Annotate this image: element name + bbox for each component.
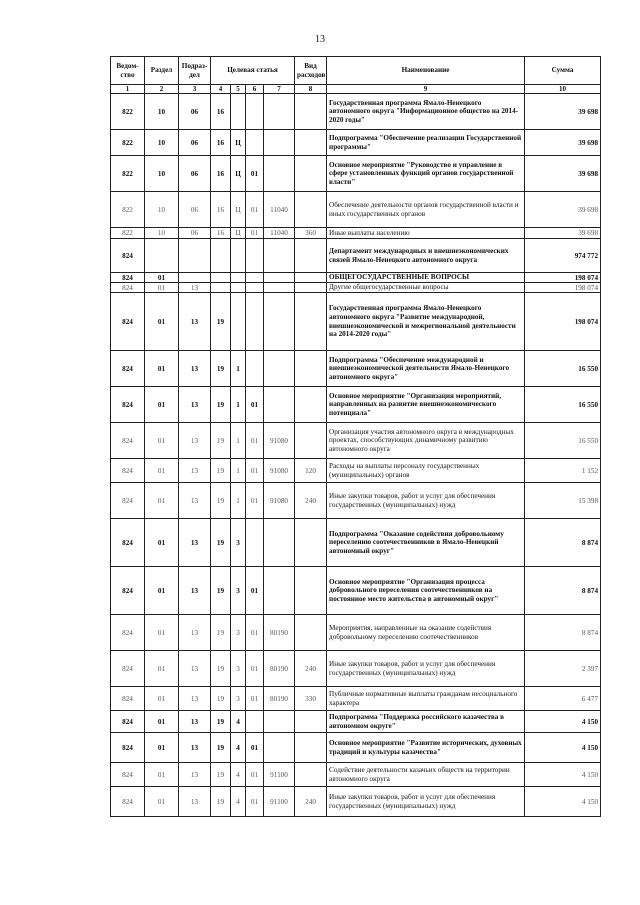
target-1-cell: 16 xyxy=(211,94,231,130)
target-1-cell: 19 xyxy=(211,387,231,423)
podrazdel-cell: 13 xyxy=(179,787,211,817)
target-1-cell: 19 xyxy=(211,351,231,387)
sum-cell: 39 698 xyxy=(525,156,601,192)
target-2-cell xyxy=(231,239,246,273)
table-row xyxy=(111,273,601,283)
ved-cell: 822 xyxy=(111,130,145,156)
target-4-cell xyxy=(264,733,295,763)
page-number: 13 xyxy=(315,34,325,45)
target-3-cell: 01 xyxy=(246,763,264,787)
target-3-cell: 01 xyxy=(246,733,264,763)
header-name: Наименование xyxy=(327,57,525,85)
vid-cell xyxy=(295,423,327,459)
vid-cell xyxy=(295,156,327,192)
target-4-cell: 80190 xyxy=(264,651,295,687)
ved-cell: 824 xyxy=(111,787,145,817)
target-4-cell: 11040 xyxy=(264,192,295,228)
name-cell: Департамент международных и внешнеэкономических связей Ямало-Ненецкого автономного округа xyxy=(327,239,525,273)
razdel-cell: 01 xyxy=(145,733,179,763)
table-row xyxy=(111,615,601,651)
target-4-cell xyxy=(264,130,295,156)
vid-cell: 240 xyxy=(295,787,327,817)
name-cell: Иные закупки товаров, работ и услуг для обеспечения государственных (муниципальных) нужд xyxy=(327,483,525,519)
target-1-cell: 19 xyxy=(211,483,231,519)
target-4-cell: 91100 xyxy=(264,763,295,787)
target-4-cell: 91080 xyxy=(264,423,295,459)
target-3-cell: 01 xyxy=(246,787,264,817)
sum-cell: 974 772 xyxy=(525,239,601,273)
sum-cell: 4 150 xyxy=(525,763,601,787)
target-4-cell: 91080 xyxy=(264,483,295,519)
ved-cell: 824 xyxy=(111,351,145,387)
razdel-cell: 01 xyxy=(145,351,179,387)
podrazdel-cell: 13 xyxy=(179,687,211,711)
vid-cell xyxy=(295,387,327,423)
target-4-cell xyxy=(264,711,295,733)
vid-cell xyxy=(295,567,327,615)
target-2-cell: 3 xyxy=(231,651,246,687)
ved-cell: 824 xyxy=(111,711,145,733)
target-2-cell: 1 xyxy=(231,351,246,387)
table-row xyxy=(111,459,601,483)
sum-cell: 4 150 xyxy=(525,733,601,763)
target-3-cell: 01 xyxy=(246,228,264,239)
ved-cell: 824 xyxy=(111,273,145,283)
header-podrazdel: Подраз-дел xyxy=(179,57,211,85)
name-cell: Подпрограмма "Обеспечение международной и внешнеэкономической деятельности Ямало-Ненецкого автономного округа" xyxy=(327,351,525,387)
target-4-cell xyxy=(264,519,295,567)
podrazdel-cell: 13 xyxy=(179,293,211,351)
ved-cell: 822 xyxy=(111,156,145,192)
ved-cell: 824 xyxy=(111,483,145,519)
podrazdel-cell: 06 xyxy=(179,94,211,130)
razdel-cell: 01 xyxy=(145,483,179,519)
col-number: 5 xyxy=(231,85,246,94)
table-row xyxy=(111,763,601,787)
target-2-cell: 1 xyxy=(231,423,246,459)
ved-cell: 822 xyxy=(111,94,145,130)
sum-cell: 4 150 xyxy=(525,787,601,817)
target-4-cell xyxy=(264,283,295,293)
podrazdel-cell: 13 xyxy=(179,483,211,519)
target-4-cell xyxy=(264,156,295,192)
target-3-cell xyxy=(246,94,264,130)
col-number: 6 xyxy=(246,85,264,94)
sum-cell: 8 874 xyxy=(525,615,601,651)
vid-cell xyxy=(295,130,327,156)
target-2-cell: 3 xyxy=(231,567,246,615)
name-cell: Подпрограмма "Обеспечение реализации Государственной программы" xyxy=(327,130,525,156)
sum-cell: 8 874 xyxy=(525,567,601,615)
target-4-cell: 80190 xyxy=(264,615,295,651)
target-3-cell: 01 xyxy=(246,423,264,459)
name-cell: Организация участия автономного округа в международных проектах, способствующих динамичному развитию автономного округа xyxy=(327,423,525,459)
vid-cell xyxy=(295,351,327,387)
target-1-cell: 16 xyxy=(211,156,231,192)
podrazdel-cell: 06 xyxy=(179,156,211,192)
podrazdel-cell: 06 xyxy=(179,130,211,156)
table-row xyxy=(111,156,601,192)
table-row xyxy=(111,94,601,130)
table-row xyxy=(111,293,601,351)
name-cell: Основное мероприятие "Руководство и управление в сфере установленных функций органов государственной власти" xyxy=(327,156,525,192)
razdel-cell: 01 xyxy=(145,293,179,351)
target-4-cell xyxy=(264,293,295,351)
vid-cell xyxy=(295,239,327,273)
target-1-cell xyxy=(211,273,231,283)
table-row xyxy=(111,239,601,273)
name-cell: Содействие деятельности казачьих обществ на территории автономного округа xyxy=(327,763,525,787)
vid-cell: 330 xyxy=(295,687,327,711)
name-cell: Основное мероприятие "Организация процесса добровольного переселения соотечественников на постоянное место жительства в автономный округ" xyxy=(327,567,525,615)
target-4-cell: 91080 xyxy=(264,459,295,483)
ved-cell: 824 xyxy=(111,459,145,483)
razdel-cell: 01 xyxy=(145,651,179,687)
vid-cell: 240 xyxy=(295,651,327,687)
table-body xyxy=(111,94,601,817)
target-1-cell: 19 xyxy=(211,763,231,787)
target-2-cell xyxy=(231,293,246,351)
razdel-cell: 01 xyxy=(145,687,179,711)
razdel-cell: 01 xyxy=(145,711,179,733)
target-2-cell: Ц xyxy=(231,228,246,239)
target-2-cell: 3 xyxy=(231,615,246,651)
vid-cell xyxy=(295,763,327,787)
sum-cell: 16 550 xyxy=(525,351,601,387)
header-sum: Сумма xyxy=(525,57,601,85)
podrazdel-cell: 13 xyxy=(179,459,211,483)
col-number: 1 xyxy=(111,85,145,94)
target-3-cell: 01 xyxy=(246,651,264,687)
table-row xyxy=(111,228,601,239)
header-target: Целевая статья xyxy=(211,57,295,85)
name-cell: Иные выплаты населению xyxy=(327,228,525,239)
name-cell: Иные закупки товаров, работ и услуг для обеспечения государственных (муниципальных) нужд xyxy=(327,787,525,817)
col-number: 4 xyxy=(211,85,231,94)
target-1-cell xyxy=(211,283,231,293)
vid-cell xyxy=(295,293,327,351)
podrazdel-cell: 13 xyxy=(179,423,211,459)
razdel-cell: 10 xyxy=(145,228,179,239)
name-cell: Государственная программа Ямало-Ненецкого автономного округа "Развитие международной, внешнеэкономической и межрегиональной деятельности на 2014-2020 годы" xyxy=(327,293,525,351)
name-cell: ОБЩЕГОСУДАРСТВЕННЫЕ ВОПРОСЫ xyxy=(327,273,525,283)
sum-cell: 39 698 xyxy=(525,192,601,228)
podrazdel-cell: 13 xyxy=(179,283,211,293)
target-2-cell: 3 xyxy=(231,687,246,711)
target-3-cell xyxy=(246,239,264,273)
razdel-cell: 01 xyxy=(145,423,179,459)
col-number: 8 xyxy=(295,85,327,94)
target-1-cell: 19 xyxy=(211,567,231,615)
target-4-cell: 91100 xyxy=(264,787,295,817)
target-1-cell: 19 xyxy=(211,651,231,687)
name-cell: Обеспечение деятельности органов государственной власти и иных государственных органов xyxy=(327,192,525,228)
table-row xyxy=(111,651,601,687)
target-4-cell xyxy=(264,567,295,615)
target-1-cell: 19 xyxy=(211,519,231,567)
target-2-cell: 4 xyxy=(231,711,246,733)
target-3-cell xyxy=(246,711,264,733)
podrazdel-cell: 06 xyxy=(179,228,211,239)
razdel-cell: 01 xyxy=(145,567,179,615)
sum-cell: 4 150 xyxy=(525,711,601,733)
ved-cell: 822 xyxy=(111,228,145,239)
table-row xyxy=(111,711,601,733)
target-3-cell xyxy=(246,519,264,567)
target-2-cell: 4 xyxy=(231,733,246,763)
table-row xyxy=(111,687,601,711)
target-4-cell: 80190 xyxy=(264,687,295,711)
podrazdel-cell: 13 xyxy=(179,567,211,615)
razdel-cell: 01 xyxy=(145,615,179,651)
target-3-cell: 01 xyxy=(246,387,264,423)
podrazdel-cell: 06 xyxy=(179,192,211,228)
target-2-cell xyxy=(231,273,246,283)
table-row xyxy=(111,787,601,817)
target-1-cell: 19 xyxy=(211,293,231,351)
target-1-cell: 19 xyxy=(211,711,231,733)
ved-cell: 824 xyxy=(111,733,145,763)
target-3-cell: 01 xyxy=(246,615,264,651)
razdel-cell: 01 xyxy=(145,763,179,787)
target-1-cell xyxy=(211,239,231,273)
name-cell: Иные закупки товаров, работ и услуг для обеспечения государственных (муниципальных) нужд xyxy=(327,651,525,687)
sum-cell: 198 074 xyxy=(525,293,601,351)
razdel-cell: 01 xyxy=(145,387,179,423)
ved-cell: 824 xyxy=(111,423,145,459)
column-number-row xyxy=(111,85,601,94)
name-cell: Государственная программа Ямало-Ненецкого автономного округа "Информационное общество на 2014-2020 годы" xyxy=(327,94,525,130)
col-number: 2 xyxy=(145,85,179,94)
col-number: 9 xyxy=(327,85,525,94)
sum-cell: 2 397 xyxy=(525,651,601,687)
name-cell: Расходы на выплаты персоналу государственных (муниципальных) органов xyxy=(327,459,525,483)
target-4-cell xyxy=(264,387,295,423)
name-cell: Подпрограмма "Оказание содействия добровольному переселению соотечественников в Ямало-Ненецкий автономный округ" xyxy=(327,519,525,567)
name-cell: Другие общегосударственные вопросы xyxy=(327,283,525,293)
vid-cell: 360 xyxy=(295,228,327,239)
target-1-cell: 16 xyxy=(211,228,231,239)
vid-cell xyxy=(295,615,327,651)
target-2-cell: Ц xyxy=(231,192,246,228)
target-2-cell xyxy=(231,283,246,293)
podrazdel-cell: 13 xyxy=(179,763,211,787)
target-3-cell: 01 xyxy=(246,483,264,519)
budget-table xyxy=(110,56,601,817)
podrazdel-cell: 13 xyxy=(179,615,211,651)
target-1-cell: 16 xyxy=(211,130,231,156)
table-row xyxy=(111,283,601,293)
name-cell: Основное мероприятие "Развитие исторических, духовных традиций и культуры казачества" xyxy=(327,733,525,763)
table-row xyxy=(111,733,601,763)
razdel-cell: 01 xyxy=(145,459,179,483)
table-row xyxy=(111,423,601,459)
target-3-cell xyxy=(246,283,264,293)
target-3-cell xyxy=(246,351,264,387)
podrazdel-cell: 13 xyxy=(179,519,211,567)
sum-cell: 1 152 xyxy=(525,459,601,483)
target-1-cell: 19 xyxy=(211,733,231,763)
ved-cell: 824 xyxy=(111,615,145,651)
table-row xyxy=(111,387,601,423)
target-1-cell: 19 xyxy=(211,687,231,711)
col-number: 10 xyxy=(525,85,601,94)
razdel-cell: 01 xyxy=(145,283,179,293)
target-1-cell: 19 xyxy=(211,459,231,483)
target-3-cell xyxy=(246,293,264,351)
vid-cell xyxy=(295,273,327,283)
ved-cell: 824 xyxy=(111,651,145,687)
vid-cell xyxy=(295,94,327,130)
target-3-cell xyxy=(246,130,264,156)
ved-cell: 824 xyxy=(111,387,145,423)
sum-cell: 39 698 xyxy=(525,130,601,156)
sum-cell: 198 074 xyxy=(525,273,601,283)
vid-cell: 240 xyxy=(295,483,327,519)
podrazdel-cell: 13 xyxy=(179,733,211,763)
target-4-cell xyxy=(264,94,295,130)
vid-cell xyxy=(295,283,327,293)
target-3-cell: 01 xyxy=(246,192,264,228)
target-2-cell: 1 xyxy=(231,459,246,483)
col-number: 3 xyxy=(179,85,211,94)
target-2-cell: 4 xyxy=(231,763,246,787)
name-cell: Публичные нормативные выплаты гражданам несоциального характера xyxy=(327,687,525,711)
razdel-cell xyxy=(145,239,179,273)
vid-cell xyxy=(295,733,327,763)
target-2-cell xyxy=(231,94,246,130)
ved-cell: 824 xyxy=(111,763,145,787)
target-2-cell: 4 xyxy=(231,787,246,817)
target-2-cell: Ц xyxy=(231,156,246,192)
razdel-cell: 10 xyxy=(145,156,179,192)
table-row xyxy=(111,130,601,156)
name-cell: Основное мероприятие "Организация мероприятий, направленных на развитие внешнеэкономического потенциала" xyxy=(327,387,525,423)
ved-cell: 824 xyxy=(111,567,145,615)
razdel-cell: 10 xyxy=(145,130,179,156)
target-2-cell: 1 xyxy=(231,387,246,423)
sum-cell: 16 550 xyxy=(525,423,601,459)
podrazdel-cell xyxy=(179,273,211,283)
podrazdel-cell xyxy=(179,239,211,273)
target-1-cell: 19 xyxy=(211,423,231,459)
target-2-cell: 1 xyxy=(231,483,246,519)
razdel-cell: 01 xyxy=(145,273,179,283)
vid-cell: 120 xyxy=(295,459,327,483)
sum-cell: 39 698 xyxy=(525,94,601,130)
ved-cell: 822 xyxy=(111,192,145,228)
target-2-cell: Ц xyxy=(231,130,246,156)
sum-cell: 39 698 xyxy=(525,228,601,239)
target-3-cell: 01 xyxy=(246,156,264,192)
ved-cell: 824 xyxy=(111,283,145,293)
target-4-cell: 11040 xyxy=(264,228,295,239)
target-4-cell xyxy=(264,239,295,273)
name-cell: Мероприятия, направленные на оказание содействия добровольному переселению соотечественников xyxy=(327,615,525,651)
vid-cell xyxy=(295,519,327,567)
table-row xyxy=(111,519,601,567)
header-vid: Вид расходов xyxy=(295,57,327,85)
razdel-cell: 01 xyxy=(145,519,179,567)
razdel-cell: 10 xyxy=(145,94,179,130)
table-row xyxy=(111,483,601,519)
target-3-cell: 01 xyxy=(246,459,264,483)
ved-cell: 824 xyxy=(111,239,145,273)
sum-cell: 198 074 xyxy=(525,283,601,293)
target-3-cell: 01 xyxy=(246,567,264,615)
podrazdel-cell: 13 xyxy=(179,351,211,387)
table-row xyxy=(111,351,601,387)
header-ved: Ведом-ство xyxy=(111,57,145,85)
razdel-cell: 01 xyxy=(145,787,179,817)
target-1-cell: 16 xyxy=(211,192,231,228)
table-row xyxy=(111,567,601,615)
sum-cell: 6 477 xyxy=(525,687,601,711)
sum-cell: 8 874 xyxy=(525,519,601,567)
target-1-cell: 19 xyxy=(211,787,231,817)
target-2-cell: 3 xyxy=(231,519,246,567)
podrazdel-cell: 13 xyxy=(179,387,211,423)
sum-cell: 16 550 xyxy=(525,387,601,423)
target-4-cell xyxy=(264,273,295,283)
podrazdel-cell: 13 xyxy=(179,711,211,733)
vid-cell xyxy=(295,192,327,228)
ved-cell: 824 xyxy=(111,687,145,711)
target-1-cell: 19 xyxy=(211,615,231,651)
target-4-cell xyxy=(264,351,295,387)
vid-cell xyxy=(295,711,327,733)
target-3-cell xyxy=(246,273,264,283)
table-row xyxy=(111,192,601,228)
ved-cell: 824 xyxy=(111,519,145,567)
podrazdel-cell: 13 xyxy=(179,651,211,687)
ved-cell: 824 xyxy=(111,293,145,351)
name-cell: Подпрограмма "Поддержка российского казачества в автономном округе" xyxy=(327,711,525,733)
header-razdel: Раздел xyxy=(145,57,179,85)
target-3-cell: 01 xyxy=(246,687,264,711)
razdel-cell: 10 xyxy=(145,192,179,228)
sum-cell: 15 398 xyxy=(525,483,601,519)
col-number: 7 xyxy=(264,85,295,94)
